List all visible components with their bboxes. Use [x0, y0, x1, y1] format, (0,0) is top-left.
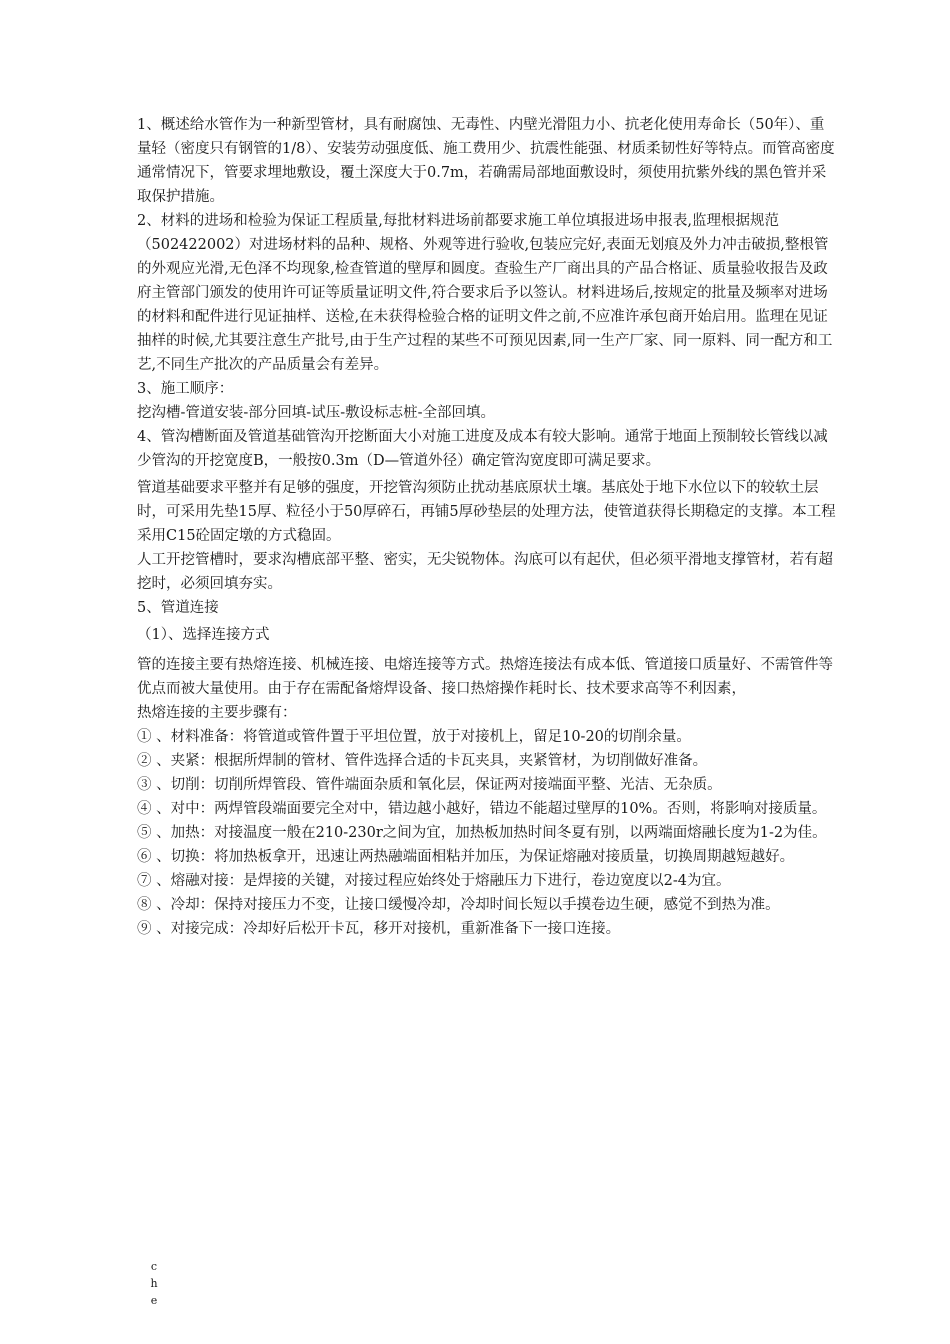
document-body	[137, 113, 837, 941]
paragraph-material-inspection: 2、材料的进场和检验为保证工程质量,每批材料进场前都要求施工单位填报进场申报表,监理根据规范（502422002）对进场材料的品种、规格、外观等进行验收,包装应完好,表面无划痕及外力冲击破损,整根管的外观应光滑,无色泽不均现象,检查管道的壁厚和圆度。查验生产厂商出具的产品合格证、质量验收报告及政府主管部门颁发的使用许可证等质量证明文件,符合要求后予以签认。材料进场后,按规定的批量及频率对进场的材料和配件进行见证抽样、送检,在未获得检验合格的证明文件之前,不应准许承包商开始启用。监理在见证抽样的时候,尤其要注意生产批号,由于生产过程的某些不可预见因素,同一生产厂家、同一原料、同一配方和工艺,不同生产批次的产品质量会有差异。	[137, 213, 833, 373]
footer-char: e	[150, 1294, 158, 1307]
list-item-step-5: ⑤ 、加热：对接温度一般在210-230r之间为宜，加热板加热时间冬夏有别，以两端面熔融长度为1-2为佳。	[137, 825, 827, 841]
list-item-step-9: ⑨ 、对接完成：冷却好后松开卡瓦，移开对接机，重新准备下一接口连接。	[137, 921, 621, 937]
paragraph-connection-methods: 管的连接主要有热熔连接、机械连接、电熔连接等方式。热熔连接法有成本低、管道接口质量好、不需管件等优点而被大量使用。由于存在需配备熔焊设备、接口热熔操作耗时长、技术要求高等不利因素，	[137, 657, 833, 697]
list-item-step-6: ⑥ 、切换：将加热板拿开，迅速让两热融端面相粘并加压，为保证熔融对接质量，切换周期越短越好。	[137, 849, 795, 865]
footer-char: c	[150, 1260, 158, 1273]
list-item-step-2: ② 、夹紧：根据所焊制的管材、管件选择合适的卡瓦夹具，夹紧管材，为切削做好准备。	[137, 753, 708, 769]
list-item-step-3: ③ 、切削：切削所焊管段、管件端面杂质和氧化层，保证两对接端面平整、光洁、无杂质。	[137, 777, 722, 793]
vertical-footer-text	[148, 1258, 160, 1309]
paragraph-overview: 1、概述给水管作为一种新型管材，具有耐腐蚀、无毒性、内壁光滑阻力小、抗老化使用寿命长（50年）、重量轻（密度只有钢管的1/8）、安装劳动强度低、施工费用少、抗震性能强、材质柔韧性好等特点。而管高密度	[137, 117, 835, 157]
paragraph-connection-heading: 5、管道连接	[137, 600, 219, 616]
list-item-step-7: ⑦ 、熔融对接：是焊接的关键，对接过程应始终处于熔融压力下进行，卷边宽度以2-4为宜。	[137, 873, 731, 889]
paragraph-burial: 通常情况下，管要求埋地敷设，覆土深度大于0.7m，若确需局部地面敷设时，须使用抗紫外线的黑色管并采取保护措施。	[137, 165, 827, 205]
paragraph-manual-excavation: 人工开挖管槽时，要求沟槽底部平整、密实，无尖锐物体。沟底可以有起伏，但必须平滑地支撑管材，若有超挖时，必须回填夯实。	[137, 552, 833, 592]
list-item-step-8: ⑧ 、冷却：保持对接压力不变，让接口缓慢冷却，冷却时间长短以手摸卷边生硬，感觉不到热为准。	[137, 897, 780, 913]
paragraph-connection-method-heading: （1）、选择连接方式	[137, 627, 270, 643]
paragraph-fusion-steps-heading: 热熔连接的主要步骤有：	[137, 705, 297, 721]
paragraph-trench: 4、管沟槽断面及管道基础管沟开挖断面大小对施工进度及成本有较大影响。通常于地面上预制较长管线以减少管沟的开挖宽度B，一般按0.3m（D—管道外径）确定管沟宽度即可满足要求。	[137, 429, 828, 469]
paragraph-foundation: 管道基础要求平整并有足够的强度，开挖管沟须防止扰动基底原状土壤。基底处于地下水位以下的较软土层时，可采用先垫15厚、粒径小于50厚碎石，再铺5厚砂垫层的处理方法，使管道获得长期稳定的支撑。本工程采用C15砼固定墩的方式稳固。	[137, 480, 836, 544]
paragraph-sequence-heading: 3、施工顺序：	[137, 381, 234, 397]
paragraph-sequence: 挖沟槽-管道安装-部分回填-试压-敷设标志桩-全部回填。	[137, 405, 495, 421]
footer-char: h	[150, 1277, 158, 1290]
list-item-step-4: ④ 、对中：两焊管段端面要完全对中，错边越小越好，错边不能超过壁厚的10%。否则，将影响对接质量。	[137, 801, 827, 817]
list-item-step-1: ① 、材料准备：将管道或管件置于平坦位置，放于对接机上，留足10-20的切削余量。	[137, 729, 691, 745]
